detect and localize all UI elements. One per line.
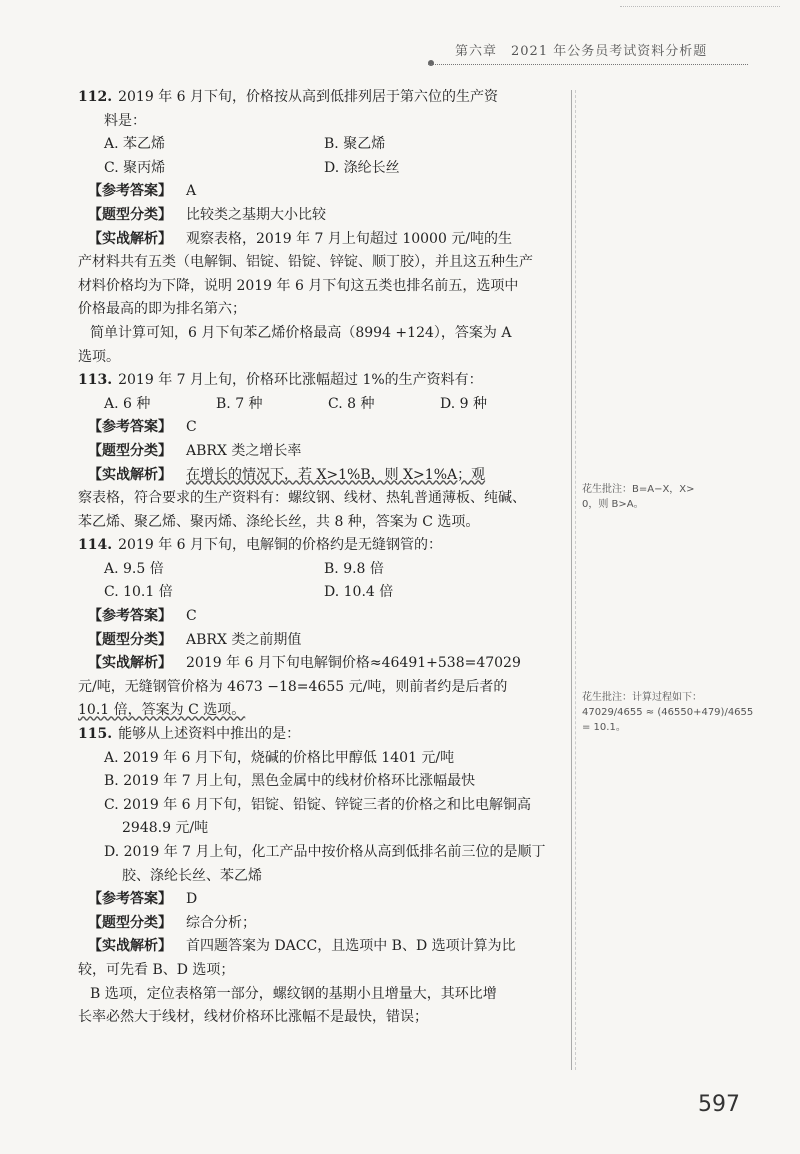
- question-number: 113.: [78, 372, 113, 389]
- question-number: 115.: [78, 726, 113, 743]
- type-label: 【题型分类】: [88, 631, 172, 648]
- margin-note-113: [582, 482, 757, 512]
- type-label: 【题型分类】: [88, 914, 172, 931]
- analysis-line: 10.1 倍，答案为 C 选项。: [78, 702, 246, 719]
- analysis-line: 在增长的情况下，若 X>1%B，则 X>1%A；观: [186, 466, 486, 483]
- running-header: 第六章 2021 年公务员考试资料分析题: [455, 44, 708, 59]
- answer-label: 【参考答案】: [88, 183, 172, 200]
- analysis-line: 苯乙烯、聚乙烯、聚丙烯、涤纶长丝，共 8 种，答案为 C 选项。: [78, 513, 480, 530]
- option-c: C. 8 种: [328, 395, 375, 412]
- answer-value: C: [186, 608, 197, 625]
- option-c: C. 10.1 倍: [104, 584, 173, 601]
- option-a: A. 6 种: [104, 395, 151, 412]
- question-stem: 2019 年 6 月下旬，电解铜的价格约是无缝钢管的：: [118, 537, 442, 554]
- option-b: B. 2019 年 7 月上旬，黑色金属中的线材价格环比涨幅最快: [104, 773, 476, 790]
- option-a: A. 2019 年 6 月下旬，烧碱的价格比甲醇低 1401 元/吨: [104, 749, 455, 766]
- analysis-line: 选项。: [78, 348, 120, 365]
- question-112: [78, 86, 568, 369]
- note-line: 花生批注：B=A−X，X>: [582, 484, 695, 495]
- question-number: 114.: [78, 537, 113, 554]
- type-value: 比较类之基期大小比较: [186, 206, 326, 223]
- option-c: C. 2019 年 6 月下旬，铝锭、铅锭、锌锭三者的价格之和比电解铜高 2948.9 元/吨: [104, 796, 531, 837]
- question-stem: 2019 年 7 月上旬，价格环比涨幅超过 1%的生产资料有：: [118, 372, 483, 389]
- option-d: D. 10.4 倍: [324, 584, 394, 601]
- question-stem: 2019 年 6 月下旬，价格按从高到低排列居于第六位的生产资: [118, 89, 498, 105]
- question-114: [78, 534, 568, 723]
- option-b: B. 7 种: [216, 395, 263, 412]
- analysis-line: 价格最高的即为排名第六；: [78, 301, 246, 318]
- answer-label: 【参考答案】: [88, 419, 172, 436]
- analysis-line: 长率必然大于线材，线材价格环比涨幅不是最快，错误；: [78, 1009, 428, 1026]
- analysis-label: 【实战解析】: [88, 230, 172, 247]
- analysis-line: 简单计算可知，6 月下旬苯乙烯价格最高（8994 +124），答案为 A: [90, 324, 512, 341]
- question-115: [78, 723, 568, 1030]
- analysis-line: 材料价格均为下降，说明 2019 年 6 月下旬这五类也排名前五，选项中: [78, 277, 519, 294]
- analysis-label: 【实战解析】: [88, 466, 172, 483]
- type-label: 【题型分类】: [88, 206, 172, 223]
- margin-divider-dashed: [575, 90, 576, 1070]
- option-a: A. 苯乙烯: [104, 136, 166, 153]
- type-label: 【题型分类】: [88, 442, 172, 459]
- answer-value: A: [186, 183, 197, 200]
- header-bullet: [428, 60, 434, 66]
- option-d: D. 9 种: [440, 395, 487, 412]
- option-a: A. 9.5 倍: [104, 560, 164, 577]
- option-c: C. 聚丙烯: [104, 159, 166, 176]
- answer-label: 【参考答案】: [88, 891, 172, 908]
- analysis-label: 【实战解析】: [88, 938, 172, 955]
- type-value: ABRX 类之增长率: [186, 442, 302, 459]
- analysis-line: 较，可先看 B、D 选项；: [78, 961, 235, 978]
- question-number: 112.: [78, 89, 113, 105]
- type-value: ABRX 类之前期值: [186, 631, 302, 648]
- analysis-line: 产材料共有五类（电解铜、铝锭、铅锭、锌锭、顺丁胶），并且这五种生产: [78, 254, 533, 271]
- answer-label: 【参考答案】: [88, 608, 172, 625]
- option-d: D. 涤纶长丝: [324, 159, 400, 176]
- analysis-line: 首四题答案为 DACC，且选项中 B、D 选项计算为比: [186, 938, 516, 955]
- option-b: B. 聚乙烯: [324, 136, 386, 153]
- main-content: [78, 86, 568, 1030]
- answer-value: C: [186, 419, 197, 436]
- analysis-line: 察表格，符合要求的生产资料有：螺纹钢、线材、热轧普通薄板、纯碱、: [78, 490, 526, 507]
- top-faint-rule: [620, 6, 780, 7]
- analysis-line: 元/吨，无缝钢管价格为 4673 −18=4655 元/吨，则前者约是后者的: [78, 678, 508, 695]
- question-113: [78, 369, 568, 534]
- question-stem-cont: 料是：: [104, 112, 146, 129]
- question-stem: 能够从上述资料中推出的是：: [118, 726, 301, 743]
- analysis-line: B 选项，定位表格第一部分，螺纹钢的基期小且增量大，其环比增: [90, 985, 497, 1002]
- option-d: D. 2019 年 7 月上旬，化工产品中按价格从高到低排名前三位的是顺丁胶、涤纶长丝、苯乙烯: [104, 844, 546, 884]
- margin-note-114: [582, 690, 757, 735]
- note-line: 花生批注：计算过程如下：: [582, 692, 702, 703]
- type-value: 综合分析；: [186, 914, 256, 931]
- header-rule: [428, 64, 748, 65]
- analysis-line: 2019 年 6 月下旬电解铜价格≈46491+538=47029: [186, 655, 521, 672]
- page-number: 597: [698, 1092, 740, 1117]
- analysis-label: 【实战解析】: [88, 655, 172, 672]
- margin-divider: [571, 90, 572, 1070]
- analysis-line: 观察表格，2019 年 7 月上旬超过 10000 元/吨的生: [186, 230, 513, 247]
- answer-value: D: [186, 891, 198, 908]
- option-b: B. 9.8 倍: [324, 560, 384, 577]
- note-line: 47029/4655 ≈ (46550+479)/4655 = 10.1。: [582, 707, 754, 733]
- note-line: 0，则 B>A。: [582, 499, 644, 510]
